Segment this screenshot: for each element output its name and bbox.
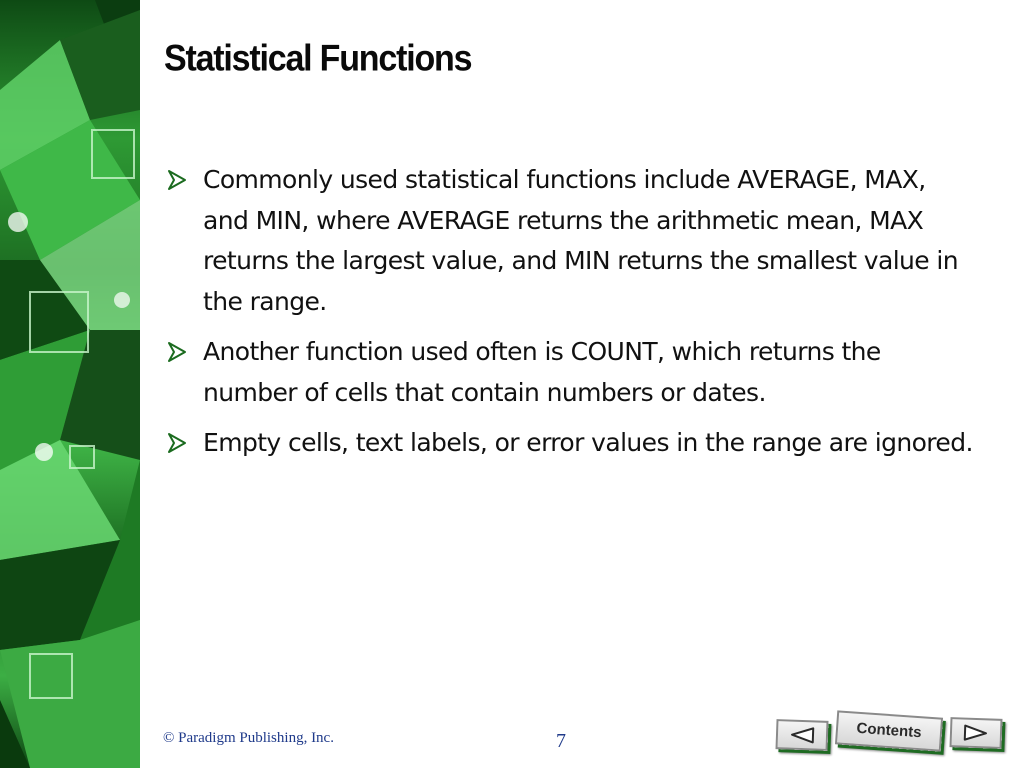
page-number: 7 <box>556 730 566 752</box>
bullet-text: Another function used often is COUNT, which returns the number of cells that contain numbers or dates. <box>203 337 881 407</box>
arrow-bullet-icon <box>166 169 188 191</box>
contents-button[interactable]: Contents <box>835 710 943 751</box>
arrow-bullet-icon <box>166 432 188 454</box>
bullet-item <box>164 332 974 413</box>
bullet-list <box>164 160 974 474</box>
bullet-item <box>164 423 974 464</box>
next-slide-button[interactable] <box>949 717 1002 749</box>
slide-title: Statistical Functions <box>164 38 472 80</box>
bullet-text: Empty cells, text labels, or error values in the range are ignored. <box>203 428 973 457</box>
right-triangle-icon <box>963 724 990 743</box>
arrow-bullet-icon <box>166 341 188 363</box>
left-triangle-icon <box>789 726 816 745</box>
decorative-green-sidebar <box>0 0 140 768</box>
previous-slide-button[interactable] <box>775 719 828 751</box>
bullet-text: Commonly used statistical functions include AVERAGE, MAX, and MIN, where AVERAGE returns the arithmetic mean, MAX returns the largest value, and MIN returns the smallest value in the range. <box>203 165 959 316</box>
green-crystal-graphic <box>0 0 140 768</box>
bullet-item <box>164 160 974 322</box>
copyright-notice: © Paradigm Publishing, Inc. <box>163 730 334 746</box>
